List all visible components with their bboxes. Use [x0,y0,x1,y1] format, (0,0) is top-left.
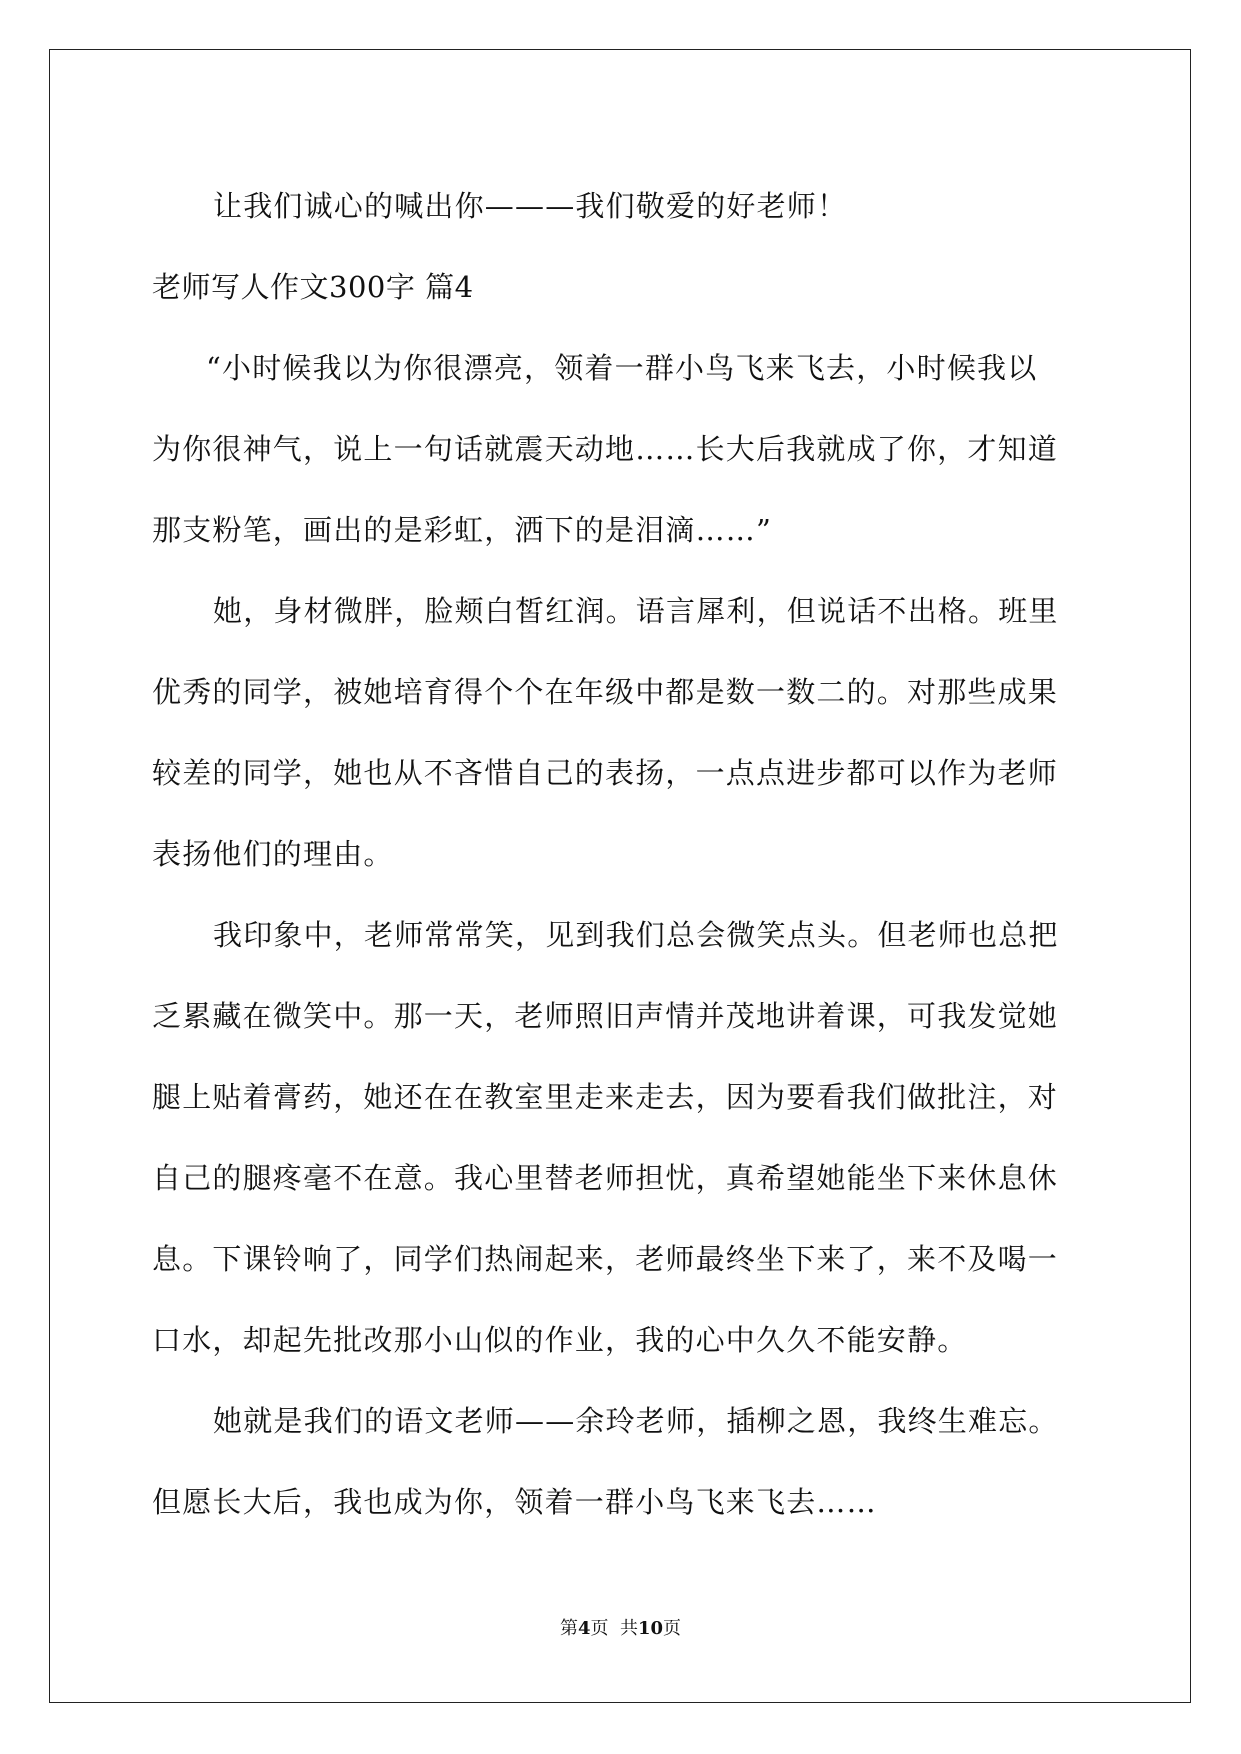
paragraph-3-line-4: 自己的腿疼毫不在意。我心里替老师担忧，真希望她能坐下来休息休 [152,1161,1059,1195]
footer-suffix: 页 [663,1618,682,1639]
paragraph-3-line-6: 口水，却起先批改那小山似的作业，我的心中久久不能安静。 [152,1323,968,1357]
quote-line-2: 为你很神气，说上一句话就震天动地……长大后我就成了你，才知道 [152,432,1059,466]
paragraph-2-line-2: 优秀的同学，被她培育得个个在年级中都是数一数二的。对那些成果 [152,675,1059,709]
footer-middle: 页 共 [590,1618,638,1639]
paragraph-3-line-2: 乏累藏在微笑中。那一天，老师照旧声情并茂地讲着课，可我发觉她 [152,999,1059,1033]
page-footer [0,1617,1241,1641]
quote-line-1: “小时候我以为你很漂亮，领着一群小鸟飞来飞去，小时候我以 [206,351,1038,385]
paragraph-4-line-1: 她就是我们的语文老师——余玲老师，插柳之恩，我终生难忘。 [213,1404,1059,1438]
quote-line-3: 那支粉笔，画出的是彩虹，洒下的是泪滴……” [152,513,773,547]
footer-prefix: 第 [559,1618,578,1639]
paragraph-3-line-5: 息。下课铃响了，同学们热闹起来，老师最终坐下来了，来不及喝一 [152,1242,1059,1276]
footer-total-pages: 10 [637,1618,664,1639]
paragraph-3-line-3: 腿上贴着膏药，她还在在教室里走来走去，因为要看我们做批注，对 [152,1080,1059,1114]
footer-page-number: 4 [577,1618,591,1639]
paragraph-2-line-3: 较差的同学，她也从不吝惜自己的表扬，一点点进步都可以作为老师 [152,756,1059,790]
paragraph-closing-line: 让我们诚心的喊出你———我们敬爱的好老师！ [213,189,848,223]
document-body [152,166,1087,1543]
section-heading: 老师写人作文300字 篇4 [152,270,474,304]
paragraph-4-line-2: 但愿长大后，我也成为你，领着一群小鸟飞来飞去…… [152,1485,877,1519]
paragraph-2-line-1: 她，身材微胖，脸颊白皙红润。语言犀利，但说话不出格。班里 [213,594,1059,628]
paragraph-3-line-1: 我印象中，老师常常笑，见到我们总会微笑点头。但老师也总把 [213,918,1059,952]
paragraph-2-line-4: 表扬他们的理由。 [152,837,394,871]
